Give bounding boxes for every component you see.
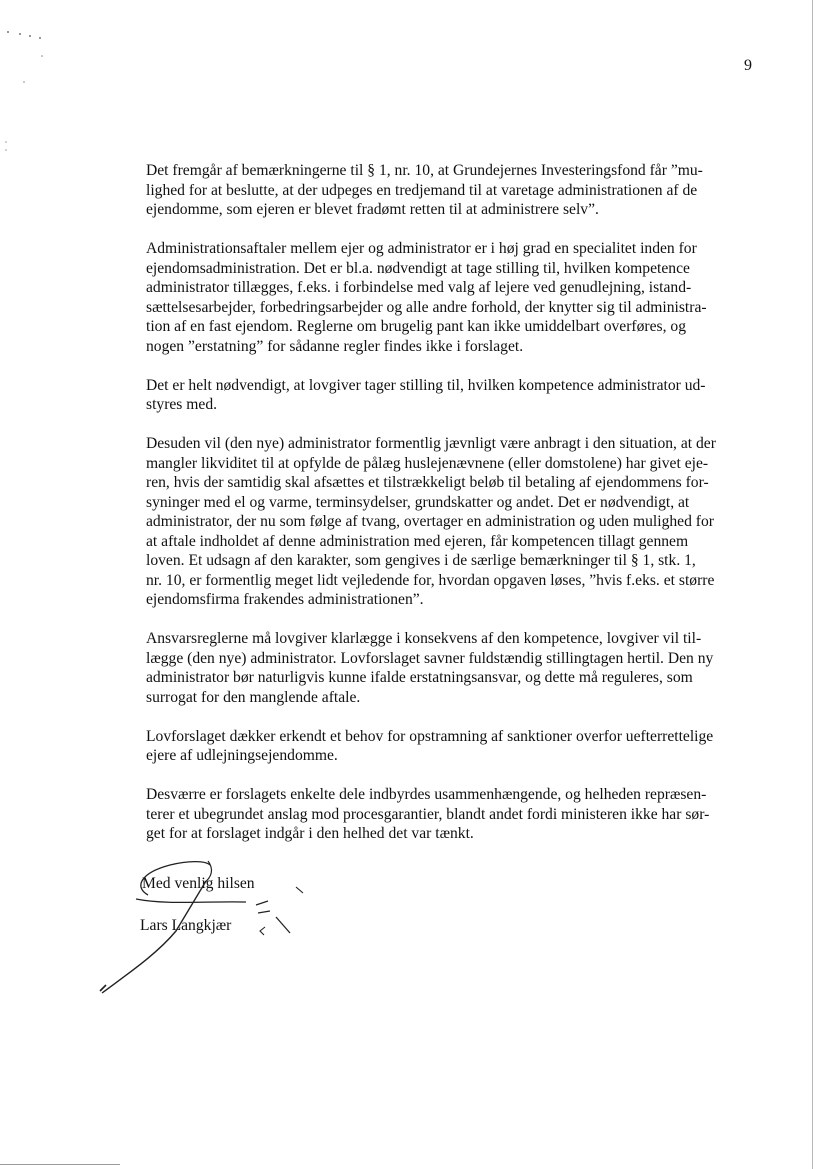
text-line: Administrationsaftaler mellem ejer og administrator er i høj grad en specialitet inden for bbox=[146, 240, 697, 257]
scan-bottom-line bbox=[0, 1164, 120, 1165]
text-line: Det fremgår af bemærkningerne til § 1, nr. 10, at Grundejernes Investeringsfond får ”mu- bbox=[146, 162, 703, 179]
text-line: ejendomme, som ejeren er blevet fradømt retten til at administrere selv”. bbox=[146, 201, 599, 218]
text-line: syninger med el og varme, terminsydelser, grundskatter og andet. Det er nødvendigt, at bbox=[146, 493, 690, 511]
paragraph-2 bbox=[146, 239, 758, 356]
text-line: Desværre er forslagets enkelte dele indbyrdes usammenhængende, og helheden repræsen- bbox=[146, 786, 707, 803]
text-line: tion af en fast ejendom. Reglerne om brugelig pant kan ikke umiddelbart overføres, og bbox=[146, 318, 686, 335]
text-line: lighed for at beslutte, at der udpeges en tredjemand til at varetage administrationen af de bbox=[146, 181, 698, 199]
text-line: Lovforslaget dækker erkendt et behov for opstramning af sanktioner overfor uefterrettelige bbox=[146, 727, 714, 745]
text-line: administrator tillægges, f.eks. i forbindelse med valg af lejere ved genudlejning, istand- bbox=[146, 279, 692, 296]
handwritten-signature bbox=[96, 855, 326, 1000]
scan-specks bbox=[4, 20, 64, 170]
text-line: get for at forslaget indgår i den helhed det var tænkt. bbox=[146, 825, 474, 842]
text-line: Desuden vil (den nye) administrator formentlig jævnligt være anbragt i den situation, at der bbox=[146, 435, 716, 452]
text-line: Det er helt nødvendigt, at lovgiver tager stilling til, hvilken kompetence administrator ud- bbox=[146, 376, 706, 394]
text-line: at aftale indholdet af denne administration med ejeren, får kompetencen tillagt gennem bbox=[146, 532, 689, 550]
text-line: styres med. bbox=[146, 396, 218, 413]
text-line: Ansvarsreglerne må lovgiver klarlægge i konsekvens af den kompetence, lovgiver vil til- bbox=[146, 630, 702, 647]
text-line: ejendomsfirma frakendes administrationen”. bbox=[146, 591, 424, 608]
paragraph-4 bbox=[146, 434, 758, 610]
text-line: sættelsesarbejder, forbedringsarbejder og alle andre forhold, der knytter sig til administra- bbox=[146, 298, 707, 316]
text-line: ejendomsadministration. Det er bl.a. nødvendigt at tage stilling til, hvilken kompetence bbox=[146, 259, 690, 277]
text-line: administrator bør naturligvis kunne ifalde erstatningsansvar, og dette må reguleres, som bbox=[146, 669, 693, 686]
text-line: surrogat for den manglende aftale. bbox=[146, 688, 361, 706]
text-line: mangler likviditet til at opfylde de pålæg huslejenævnene (eller domstolene) har givet eje- bbox=[146, 454, 709, 472]
letter-body bbox=[146, 161, 758, 863]
text-line: ren, hvis der samtidig skal afsættes et tilstrækkeligt beløb til betaling af ejendommens for- bbox=[146, 474, 709, 491]
scan-edge-line bbox=[812, 0, 813, 1169]
page-number: 9 bbox=[744, 57, 752, 74]
text-line: lægge (den nye) administrator. Lovforslaget savner fuldstændig stillingtagen hertil. Den ny bbox=[146, 649, 714, 667]
paragraph-1 bbox=[146, 161, 758, 220]
text-line: terer et ubegrundet anslag mod procesgarantier, blandt andet fordi ministeren ikke har sør- bbox=[146, 805, 710, 823]
paragraph-6 bbox=[146, 727, 758, 766]
text-line: nogen ”erstatning” for sådanne regler findes ikke i forslaget. bbox=[146, 337, 524, 355]
text-line: ejere af udlejningsejendomme. bbox=[146, 747, 338, 764]
closing-greeting: Med venlig hilsen bbox=[142, 875, 255, 892]
text-line: nr. 10, er formentlig meget lidt vejledende for, hvordan opgaven løses, ”hvis f.eks. et større bbox=[146, 571, 715, 589]
text-line: loven. Et udsagn af den karakter, som gengives i de særlige bemærkninger til § 1, stk. 1, bbox=[146, 552, 696, 569]
paragraph-5 bbox=[146, 629, 758, 707]
paragraph-3 bbox=[146, 376, 758, 415]
paragraph-7 bbox=[146, 785, 758, 844]
text-line: administrator, der nu som følge af tvang, overtager en administration og uden mulighed for bbox=[146, 513, 714, 530]
signer-name: Lars Langkjær bbox=[140, 917, 232, 934]
